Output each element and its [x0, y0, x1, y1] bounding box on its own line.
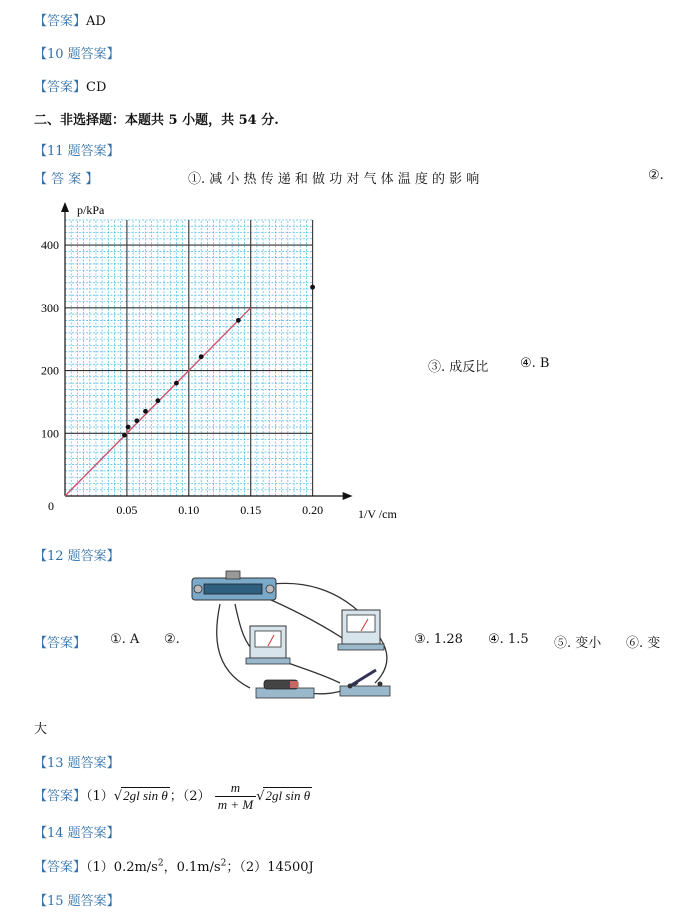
- answer-header-tag: 【13 题答案】: [34, 756, 120, 771]
- answer-value: CD: [86, 80, 107, 95]
- answer-row-12: [34, 632, 86, 651]
- answer-tag: 【 答 案 】: [34, 172, 99, 187]
- separator: ，: [163, 860, 177, 875]
- x-axis-arrow: [343, 492, 353, 500]
- question-13-header: [34, 752, 120, 771]
- data-point: [310, 285, 315, 290]
- part-2-label: ；（2）: [226, 860, 268, 875]
- answer-header-tag: 【15 题答案】: [34, 894, 120, 909]
- question-12-header: [34, 545, 120, 564]
- answer-12-item-5: ⑤. 变小: [554, 636, 602, 651]
- answer-header-tag: 【14 题答案】: [34, 826, 120, 841]
- y-tick-label: 300: [41, 300, 59, 315]
- x-tick-label: 0.05: [116, 503, 138, 517]
- answer-header-tag: 【10 题答案】: [34, 47, 120, 62]
- answer-row-10: [34, 76, 106, 95]
- data-point: [236, 318, 241, 323]
- answer-value: AD: [86, 14, 106, 29]
- meter-left-icon: [246, 626, 290, 664]
- fraction-numerator: m: [215, 780, 257, 797]
- part-1-label: （1）: [86, 860, 114, 875]
- answer-tag: 【答案】: [34, 80, 87, 95]
- y-axis-label: p/kPa: [77, 203, 105, 217]
- separator: ；（2）: [169, 789, 211, 804]
- answer-11-item-3: ③. 成反比: [428, 360, 489, 375]
- rheostat-icon: [192, 571, 276, 600]
- answer-row-13: [34, 780, 312, 813]
- x-tick-label: 0.20: [302, 503, 324, 517]
- sqrt-expression-1: 2gl sin θ: [123, 788, 168, 803]
- x-tick-label: 0.10: [178, 503, 200, 517]
- exponent-1: 2: [157, 858, 164, 869]
- y-tick-label: 400: [41, 238, 59, 253]
- question-11-header: [34, 140, 120, 159]
- question-14-header: [34, 822, 120, 841]
- y-tick-label: 100: [41, 426, 59, 441]
- data-point: [143, 409, 148, 414]
- answer-12-continuation: 大: [34, 722, 48, 737]
- sqrt-sign: √: [113, 789, 123, 804]
- answer-header-tag: 【12 题答案】: [34, 549, 120, 564]
- meter-right-icon: [338, 610, 384, 650]
- answer-12-item-4: ④. 1.5: [488, 632, 529, 647]
- answer-12-item-6: ⑥. 变: [626, 636, 661, 651]
- answer-tag: 【答案】: [34, 789, 87, 804]
- data-point: [174, 381, 179, 386]
- answer-11-item-4: ④. B: [520, 356, 550, 371]
- energy-value: 14500J: [267, 860, 314, 875]
- battery-icon: [256, 680, 314, 698]
- part-1-label: （1）: [86, 789, 114, 804]
- question-15-header: [34, 890, 120, 909]
- acceleration-2: 0.1m/s: [176, 860, 221, 875]
- x-tick-label: 0.15: [240, 503, 262, 517]
- sqrt-sign: √: [256, 789, 265, 804]
- answer-row-11: [34, 168, 98, 187]
- data-point: [199, 354, 204, 359]
- answer-tag: 【答案】: [34, 636, 87, 651]
- answer-12-item-3: ③. 1.28: [414, 632, 463, 647]
- data-point: [155, 398, 160, 403]
- answer-header-tag: 【11 题答案】: [34, 144, 120, 159]
- acceleration-1: 0.2m/s: [113, 860, 158, 875]
- x-axis-label: 1/V /cm: [358, 507, 397, 521]
- data-point: [134, 418, 139, 423]
- sqrt-expression-2: 2gl sin θ: [265, 788, 311, 803]
- data-point: [122, 433, 127, 438]
- answer-11-item-1: ①. 减 小 热 传 递 和 做 功 对 气 体 温 度 的 影 响: [188, 172, 480, 187]
- y-tick-label: 200: [41, 363, 59, 378]
- fraction: [215, 780, 257, 813]
- answer-row-9: [34, 10, 106, 29]
- answer-row-14: [34, 856, 314, 875]
- answer-tag: 【答案】: [34, 860, 87, 875]
- data-point: [126, 425, 131, 430]
- pressure-volume-chart: [40, 198, 400, 533]
- answer-11-item-2: ②.: [648, 168, 664, 183]
- exponent-2: 2: [220, 858, 227, 869]
- answer-12-item-2: ②.: [164, 632, 180, 647]
- origin-label: 0: [48, 499, 54, 513]
- question-10-header: [34, 43, 120, 62]
- circuit-diagram: [190, 568, 400, 708]
- answer-12-item-1: ①. A: [110, 632, 140, 647]
- y-axis-arrow: [61, 202, 69, 212]
- section-heading: 二、非选择题：本题共 5 小题，共 54 分.: [34, 113, 279, 128]
- fraction-denominator: m + M: [217, 797, 254, 812]
- answer-tag: 【答案】: [34, 14, 87, 29]
